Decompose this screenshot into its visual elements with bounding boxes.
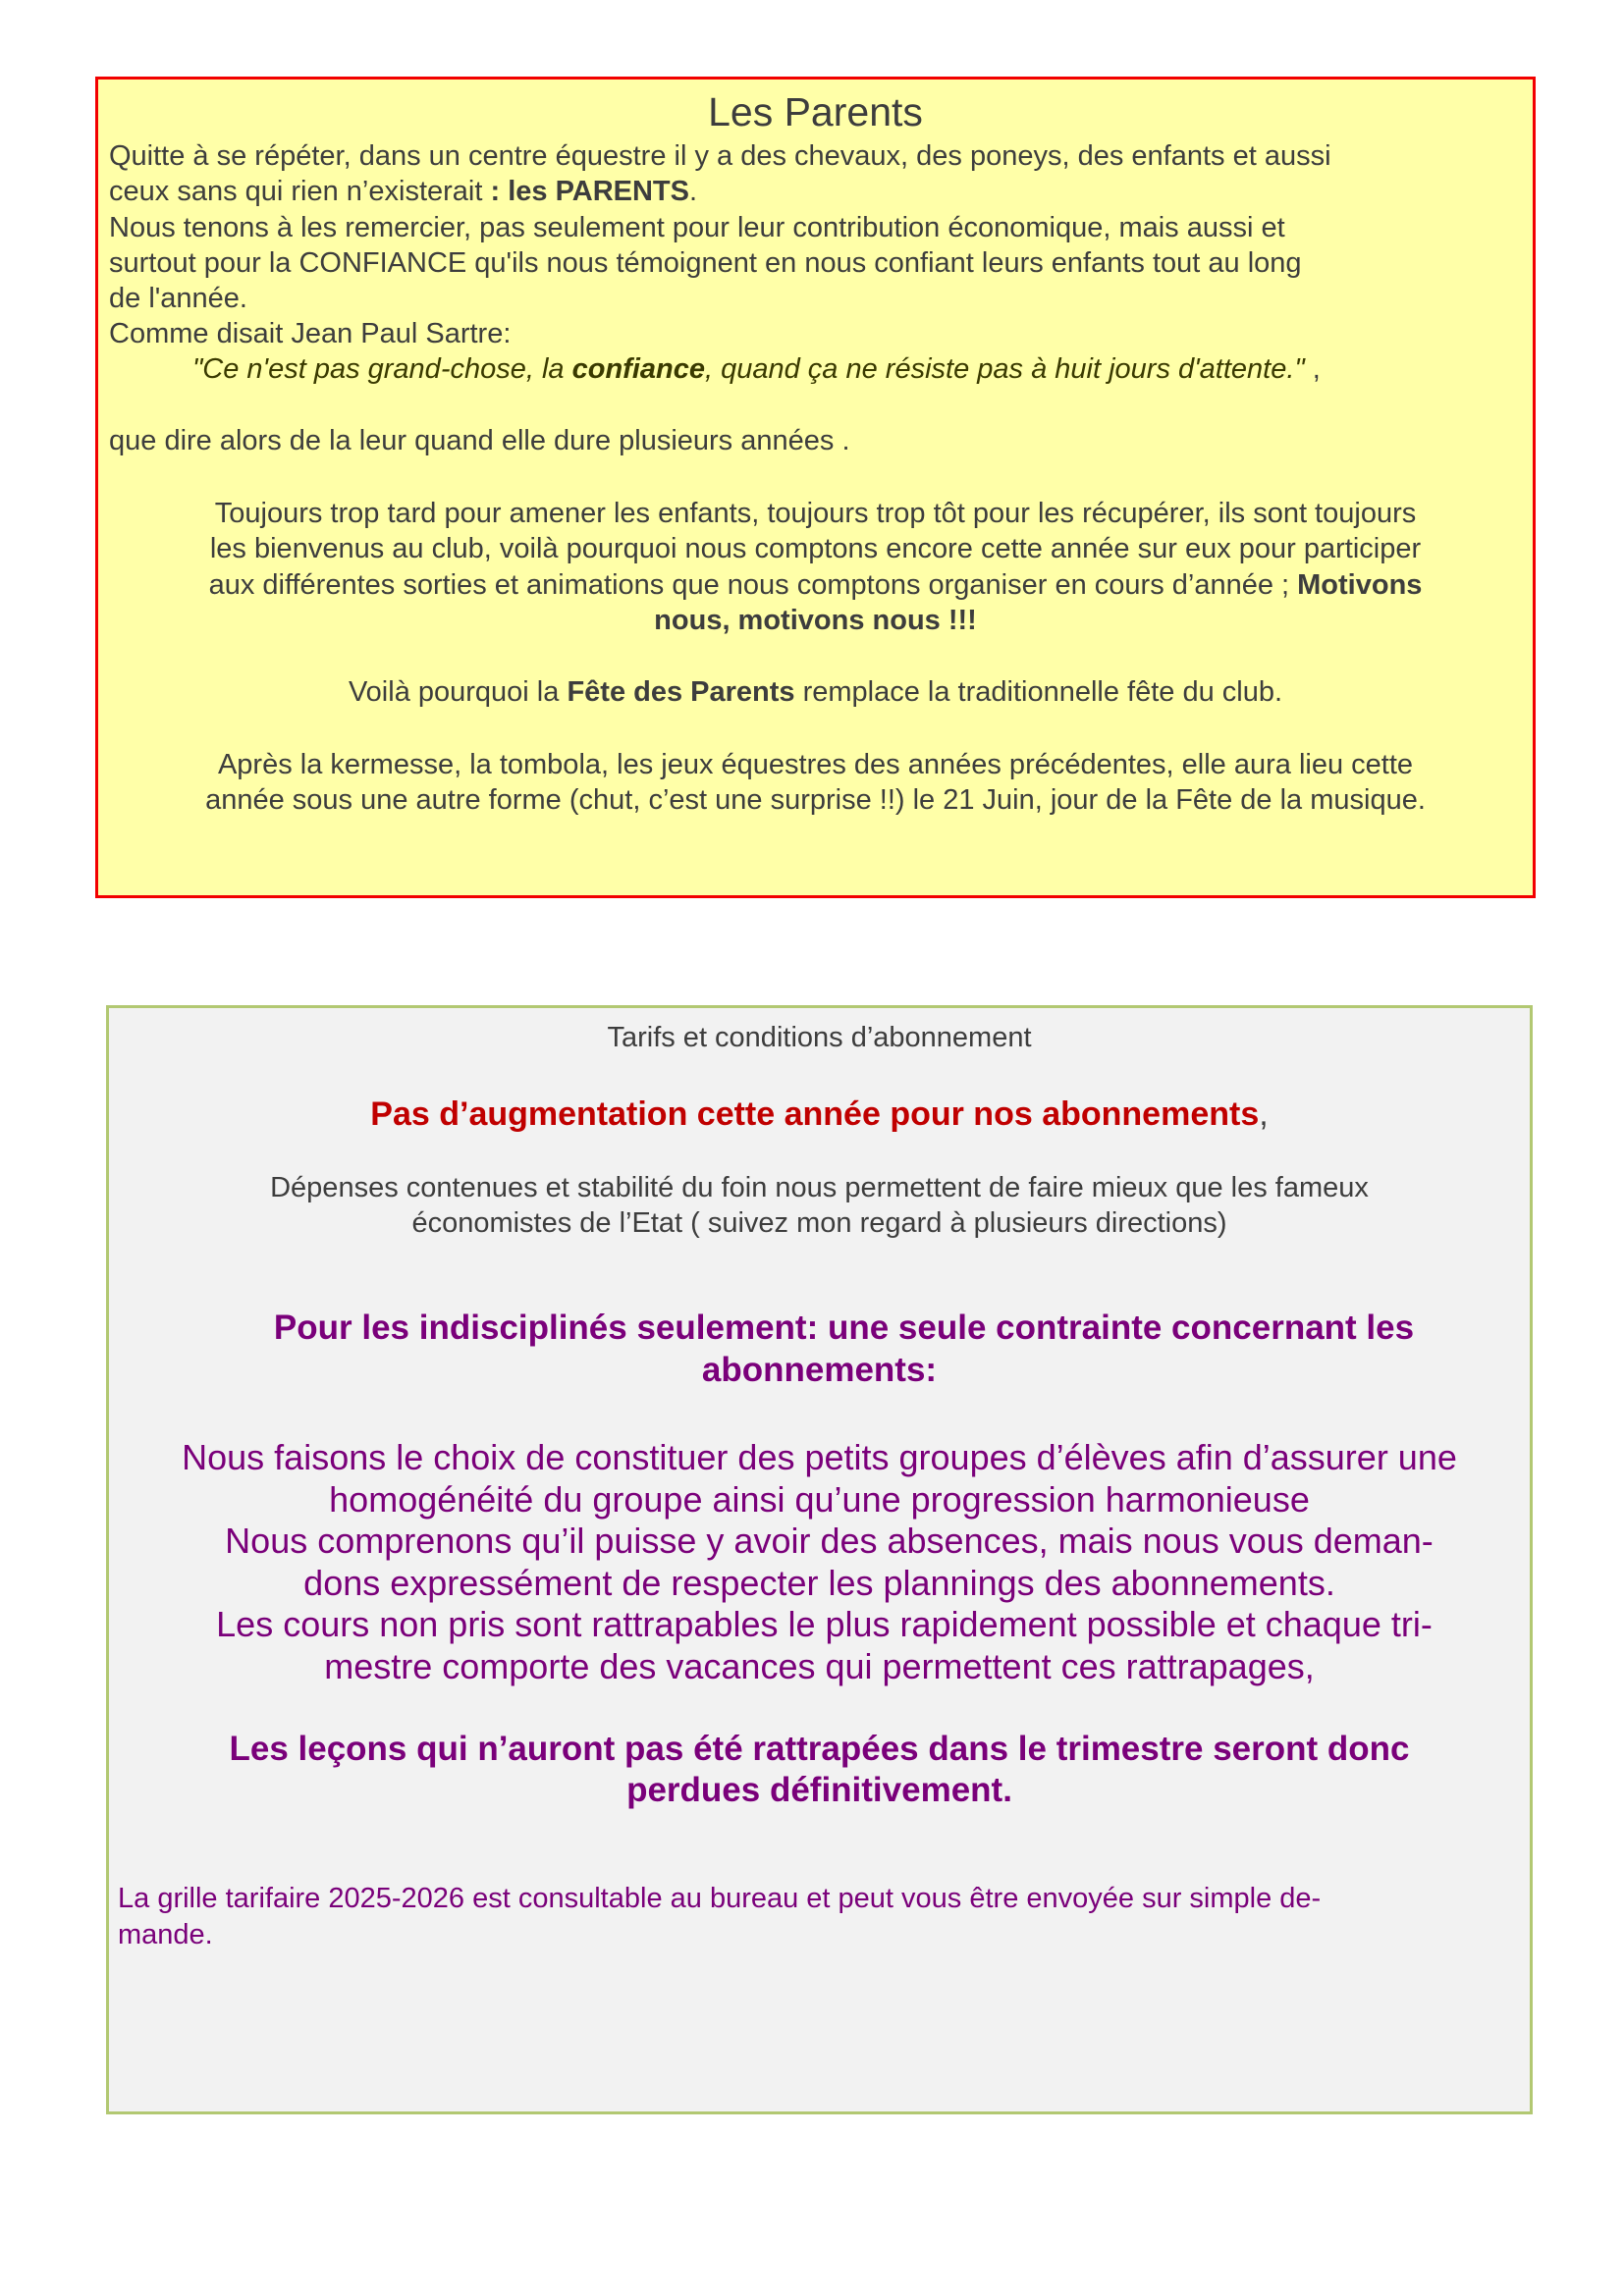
- body-line5: Les cours non pris sont rattrapables le plus rapidement possible et chaque tri-: [216, 1604, 1433, 1644]
- body-line4: dons expressément de respecter les plannings des abonnements.: [303, 1563, 1335, 1603]
- parents-p1-line2: ceux sans qui rien n’existerait : les PARENTS.: [109, 176, 698, 207]
- tarifs-explanation-line2: économistes de l’Etat ( suivez mon regard à plusieurs directions): [411, 1207, 1227, 1239]
- constraint-line2: abonnements:: [701, 1351, 938, 1389]
- parents-p4-line1: Toujours trop tard pour amener les enfants, toujours trop tôt pour les récupérer, ils sont toujours: [214, 498, 1417, 529]
- body-line1: Nous faisons le choix de constituer des petits groupes d’élèves afin d’assurer une: [182, 1437, 1457, 1477]
- grid-line2: mande.: [118, 1919, 213, 1950]
- parents-p2-line3: de l'année.: [109, 283, 247, 314]
- parents-p2-line2: surtout pour la CONFIANCE qu'ils nous témoignent en nous confiant leurs enfants tout au long: [109, 247, 1302, 279]
- parents-section: [95, 77, 1536, 898]
- body-line2: homogénéité du groupe ainsi qu’une progression harmonieuse: [329, 1479, 1310, 1520]
- sartre-intro: Comme disait Jean Paul Sartre:: [109, 318, 512, 349]
- grid-line1: La grille tarifaire 2025-2026 est consultable au bureau et peut vous être envoyée sur simple de-: [118, 1883, 1322, 1914]
- parents-p6-line2: année sous une autre forme (chut, c’est une surprise !!) le 21 Juin, jour de la Fête de la musique.: [205, 784, 1426, 816]
- tarifs-section: [106, 1005, 1533, 2114]
- tarifs-explanation-line1: Dépenses contenues et stabilité du foin nous permettent de faire mieux que les fameux: [270, 1172, 1369, 1203]
- parents-p4-line3: aux différentes sorties et animations que nous comptons organiser en cours d’année ; Motivons: [208, 569, 1423, 601]
- constraint-line1: Pour les indisciplinés seulement: une seule contrainte concernant les: [273, 1308, 1415, 1347]
- parents-p1-line1: Quitte à se répéter, dans un centre équestre il y a des chevaux, des poneys, des enfants et aussi: [109, 140, 1331, 172]
- parents-title: Les Parents: [708, 89, 923, 134]
- tarifs-heading: Tarifs et conditions d’abonnement: [607, 1022, 1032, 1053]
- parents-p5: Voilà pourquoi la Fête des Parents remplace la traditionnelle fête du club.: [348, 676, 1283, 708]
- warning-line1: Les leçons qui n’auront pas été rattrapées dans le trimestre seront donc: [229, 1730, 1410, 1768]
- parents-p4-line4: nous, motivons nous !!!: [654, 605, 977, 636]
- sartre-quote: "Ce n'est pas grand-chose, la confiance, quand ça ne résiste pas à huit jours d'attente." ,: [192, 353, 1321, 385]
- warning-line2: perdues définitivement.: [626, 1771, 1012, 1809]
- body-line3: Nous comprenons qu’il puisse y avoir des absences, mais nous vous deman-: [225, 1521, 1434, 1561]
- tarifs-highlight: Pas d’augmentation cette année pour nos abonnements,: [370, 1095, 1269, 1133]
- body-line6: mestre comporte des vacances qui permettent ces rattrapages,: [324, 1646, 1315, 1686]
- parents-p2-line1: Nous tenons à les remercier, pas seulement pour leur contribution économique, mais aussi et: [109, 212, 1285, 243]
- parents-p3: que dire alors de la leur quand elle dure plusieurs années .: [109, 425, 850, 456]
- parents-p4-line2: les bienvenus au club, voilà pourquoi nous comptons encore cette année sur eux pour participer: [209, 533, 1422, 564]
- parents-p6-line1: Après la kermesse, la tombola, les jeux équestres des années précédentes, elle aura lieu cette: [217, 749, 1414, 780]
